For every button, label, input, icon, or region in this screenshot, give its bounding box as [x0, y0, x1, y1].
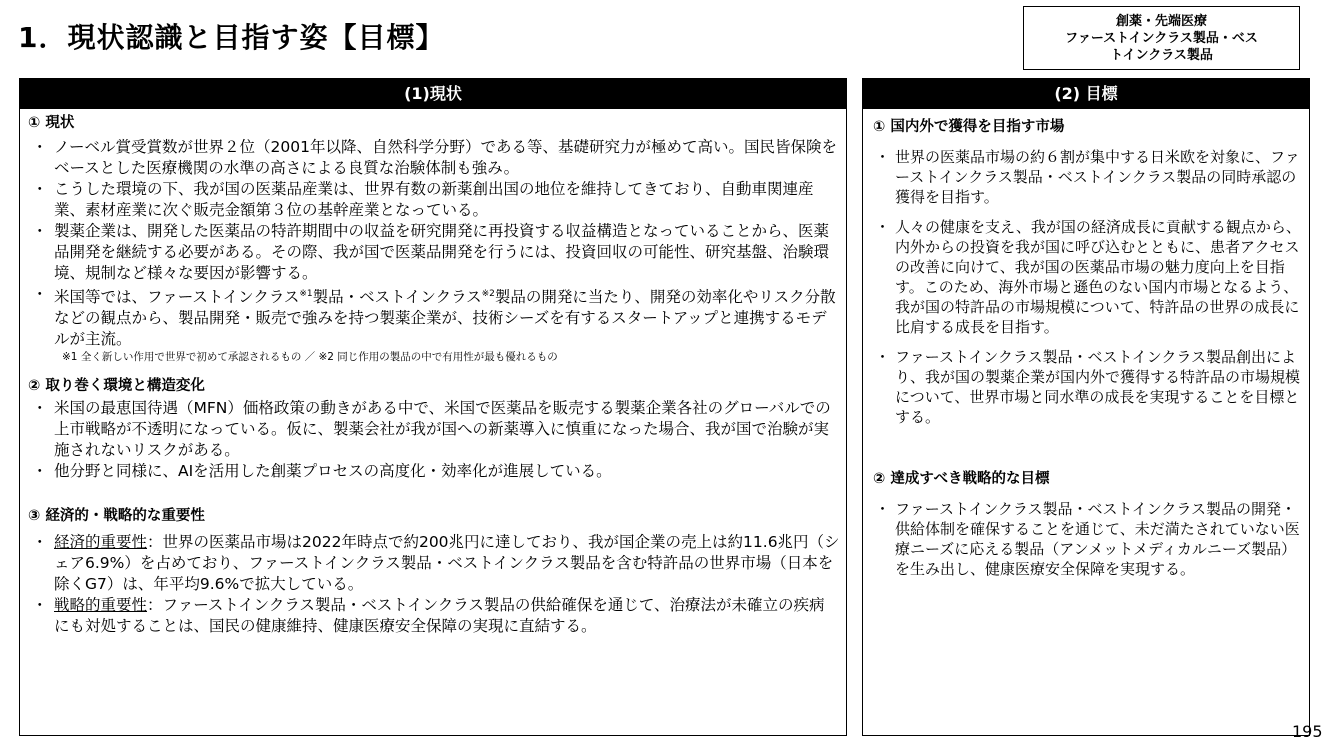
list-item	[28, 284, 840, 350]
page-title: 1．現状認識と目指す姿【目標】	[18, 21, 445, 54]
section-heading: ① 現状	[28, 115, 75, 131]
section-heading: ③ 経済的・戦略的な重要性	[28, 508, 205, 525]
section-heading: ② 取り巻く環境と構造変化	[28, 378, 205, 395]
list-item: ・ 世界の医薬品市場の約６割が集中する日米欧を対象に、ファーストインクラス製品・ベストインクラス製品の同時承認の獲得を目指す。	[873, 147, 1303, 207]
list-item: ・ 他分野と同様に、AIを活用した創薬プロセスの高度化・効率化が進展している。	[28, 461, 840, 482]
page-number: 195	[1292, 722, 1323, 741]
item-text: ：ファーストインクラス製品・ベストインクラス製品の供給確保を通じて、治療法が未確立の疾病にも対処することは、国民の健康維持、健康医療安全保障の実現に直結する。	[54, 596, 825, 636]
item-text: 製品・ベストインクラス	[312, 288, 482, 307]
category-line: ファーストインクラス製品・ベス	[1065, 30, 1258, 46]
list-item: ・ こうした環境の下、我が国の医薬品産業は、世界有数の新薬創出国の地位を維持してきており、自動車関連産業、素材産業に次ぐ販売金額第３位の基幹産業となっている。	[28, 179, 840, 221]
list-item: ・ 米国の最恵国待遇（MFN）価格政策の動きがある中で、米国で医薬品を販売する製薬企業各社のグローバルでの上市戦略が不透明になっている。仮に、製薬会社が我が国への新薬導入に慎重になった場合、我が国で治験が実施されないリスクがある。	[28, 398, 840, 461]
list-item	[28, 595, 840, 637]
list-item	[28, 532, 840, 595]
list-item: ・ ファーストインクラス製品・ベストインクラス製品創出により、我が国の製薬企業が国内外で獲得する特許品の市場規模について、世界市場と同水準の成長を実現することを目標とする。	[873, 347, 1303, 427]
list-item: ・ 製薬企業は、開発した医薬品の特許期間中の収益を研究開発に再投資する収益構造となっていることから、医薬品開発を継続する必要がある。その際、我が国で医薬品開発を行うには、投資回収の可能性、研究基盤、治験環境、規制など様々な要因が影響する。	[28, 221, 840, 284]
current-status-panel	[19, 78, 847, 736]
item-label: 経済的重要性	[54, 533, 148, 552]
list-item: ・ 人々の健康を支え、我が国の経済成長に貢献する観点から、内外からの投資を我が国に呼び込むとともに、患者アクセスの改善に向けて、我が国の医薬品市場の魅力度向上を目指す。このため、海外市場と遜色のない国内市場となるよう、我が国の特許品の市場規模について、特許品の世界の成長に比肩する成長を目指す。	[873, 217, 1303, 337]
panel-header: (1)現状	[20, 79, 846, 109]
list-item: ・ ファーストインクラス製品・ベストインクラス製品の開発・供給体制を確保することを通じて、未だ満たされていない医療ニーズに応える製品（アンメットメディカルニーズ製品）を生み出し、健康医療安全保障を実現する。	[873, 499, 1303, 579]
category-box	[1023, 6, 1300, 70]
section-heading: ② 達成すべき戦略的な目標	[873, 471, 1050, 487]
footnote: ※1 全く新しい作用で世界で初めて承認されるもの ／ ※2 同じ作用の製品の中で有用性が最も優れるもの	[62, 351, 558, 364]
category-line: トインクラス製品	[1110, 47, 1213, 63]
footnote-ref: ※1	[299, 289, 313, 299]
section-heading: ① 国内外で獲得を目指す市場	[873, 119, 1065, 135]
item-text: 製品の開発に当たり、開発の効率化やリスク分散などの観点から、製品開発・販売で強みを持つ製薬企業が、技術シーズを有するスタートアップと連携するモデルが主流。	[54, 288, 836, 349]
footnote-ref: ※2	[481, 289, 495, 299]
item-label: 戦略的重要性	[54, 596, 148, 615]
panel-header: (2) 目標	[863, 79, 1309, 109]
item-text: 米国等では、ファーストインクラス	[54, 288, 300, 307]
goals-panel	[862, 78, 1310, 736]
list-item: ・ ノーベル賞受賞数が世界２位（2001年以降、自然科学分野）である等、基礎研究力が極めて高い。国民皆保険をベースとした医療機関の水準の高さによる良質な治験体制も強み。	[28, 137, 840, 179]
category-line: 創薬・先端医療	[1115, 13, 1207, 29]
item-text: ：世界の医薬品市場は2022年時点で約200兆円に達しており、我が国企業の売上は約11.6兆円（シェア6.9%）を占めており、ファーストインクラス製品・ベストインクラス製品を含む特許品の世界市場（日本を除くG7）は、年平均9.6%で拡大している。	[54, 533, 840, 594]
